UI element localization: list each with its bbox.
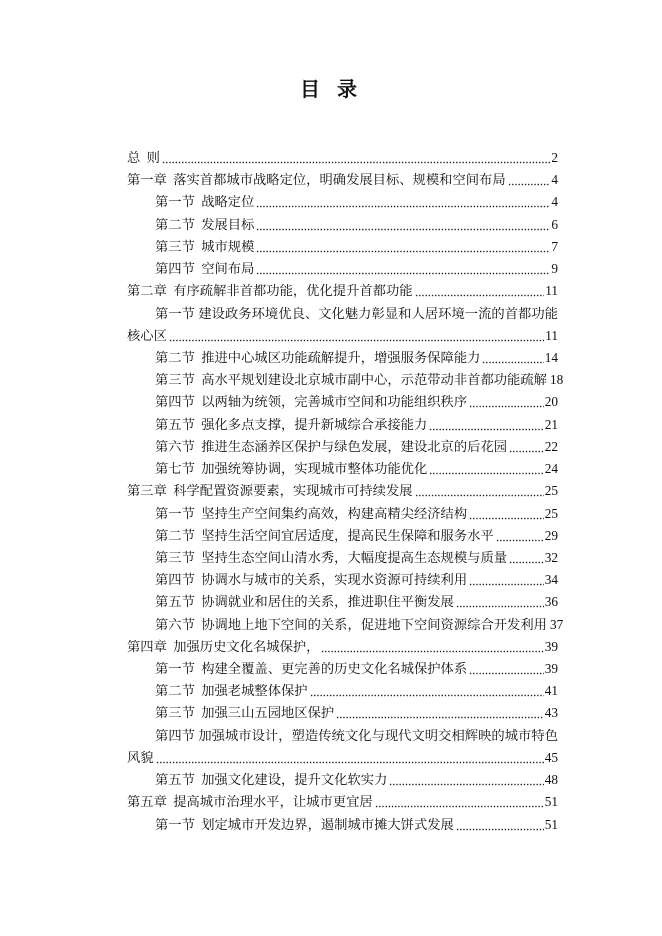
toc-page-number: 51 [544, 794, 558, 810]
toc-section-entry[interactable] [127, 214, 558, 236]
toc-page-number: 32 [544, 549, 558, 565]
toc-page-number: 9 [551, 261, 558, 277]
dot-leader [256, 236, 550, 258]
toc-entry-label: 第四章 加强历史文化名城保护， [127, 638, 320, 654]
dot-leader [169, 325, 544, 347]
toc-page-number: 2 [551, 150, 558, 165]
dot-leader [256, 258, 550, 280]
toc-chapter-entry[interactable] [127, 480, 558, 502]
toc-chapter-entry[interactable] [127, 791, 558, 813]
toc-page-number: 21 [544, 416, 558, 432]
toc-entry-label: 第五章 提高城市治理水平，让城市更宜居 [127, 794, 373, 810]
toc-section-entry[interactable] [127, 769, 558, 791]
toc-section-entry[interactable] [127, 591, 558, 613]
dot-leader [415, 480, 544, 502]
toc-entry-label: 第三章 科学配置资源要素，实现城市可持续发展 [127, 483, 413, 499]
dot-leader [162, 147, 550, 169]
toc-page-number: 51 [544, 816, 558, 832]
toc-page-number: 39 [544, 661, 558, 677]
dot-leader [429, 414, 543, 436]
toc-chapter-entry[interactable] [127, 280, 558, 302]
toc-section-entry[interactable] [127, 369, 564, 391]
toc-general-entry[interactable] [127, 147, 558, 169]
toc-entry-label: 第二节 发展目标 [155, 216, 255, 232]
toc-page-number: 34 [544, 572, 558, 588]
dot-leader [496, 525, 544, 547]
toc-page-number: 22 [544, 438, 558, 454]
toc-page-number: 45 [544, 749, 558, 765]
toc-page-number: 37 [549, 616, 564, 632]
toc-page-number: 25 [544, 505, 558, 521]
toc-entry-label: 第五节 强化多点支撑，提升新城综合承接能力 [155, 416, 428, 432]
toc-entry-label: 第三节 加强三山五园地区保护 [155, 705, 335, 721]
dot-leader [469, 658, 544, 680]
toc-entry-label: 第四节 协调水与城市的关系，实现水资源可持续利用 [155, 572, 468, 588]
toc-entry-label: 第一节 坚持生产空间集约高效，构建高精尖经济结构 [155, 505, 468, 521]
toc-entry-label: 第四节 空间布局 [155, 261, 255, 277]
toc-entry-label: 第二节 加强老城整体保护 [155, 683, 308, 699]
toc-section-entry[interactable] [127, 391, 558, 413]
toc-page-number: 18 [549, 372, 564, 388]
toc-section-entry[interactable] [127, 725, 558, 769]
toc-entry-label: 第一章 落实首都城市战略定位，明确发展目标、规模和空间布局 [127, 172, 506, 188]
toc-page-number: 11 [545, 327, 558, 343]
dot-leader [415, 280, 545, 302]
toc-section-entry[interactable] [127, 569, 558, 591]
toc-page-number: 11 [545, 283, 558, 299]
toc-entry-label: 第二章 有序疏解非首都功能，优化提升首都功能 [127, 283, 413, 299]
toc-entry-label: 第二节 推进中心城区功能疏解提升，增强服务保障能力 [155, 349, 481, 365]
toc-section-entry[interactable] [127, 525, 558, 547]
dot-leader [508, 169, 551, 191]
dot-leader [256, 191, 550, 213]
toc-entry-label: 第七节 加强统筹协调，实现城市整体功能优化 [155, 461, 428, 477]
dot-leader [256, 214, 550, 236]
toc-entry-label: 总 则 [127, 150, 160, 165]
table-of-contents [127, 147, 564, 836]
toc-section-entry[interactable] [127, 347, 558, 369]
toc-entry-first-line [127, 303, 558, 325]
toc-page-number: 29 [544, 527, 558, 543]
toc-page-number: 4 [551, 194, 558, 210]
toc-page-number: 6 [551, 216, 558, 232]
toc-entry-label: 第一节 战略定位 [155, 194, 255, 210]
toc-section-entry[interactable] [127, 680, 558, 702]
toc-entry-label-continued: 风貌 [127, 749, 154, 765]
toc-page-number: 4 [551, 172, 558, 188]
toc-section-entry[interactable] [127, 303, 558, 347]
toc-section-entry[interactable] [127, 458, 558, 480]
toc-page-number: 24 [544, 461, 558, 477]
toc-section-entry[interactable] [127, 814, 558, 836]
toc-page-number: 14 [544, 349, 558, 365]
toc-page-number: 39 [544, 638, 558, 654]
toc-section-entry[interactable] [127, 191, 558, 213]
toc-entry-label: 第六节 推进生态涵养区保护与绿色发展，建设北京的后花园 [155, 438, 508, 454]
toc-entry-label: 第一节 划定城市开发边界，遏制城市摊大饼式发展 [155, 816, 454, 832]
toc-section-entry[interactable] [127, 614, 564, 636]
dot-leader [375, 791, 544, 813]
dot-leader [509, 436, 544, 458]
dot-leader [469, 503, 544, 525]
toc-page-number: 20 [544, 394, 558, 410]
dot-leader [429, 458, 543, 480]
toc-page-number: 48 [544, 772, 558, 788]
toc-entry-label: 第一节 建设政务环境优良、文化魅力彰显和人居环境一流的首都功能 [155, 305, 558, 321]
toc-section-entry[interactable] [127, 702, 558, 724]
toc-entry-label: 第四节 加强城市设计，塑造传统文化与现代文明交相辉映的城市特色 [155, 727, 558, 743]
toc-chapter-entry[interactable] [127, 636, 558, 658]
toc-entry-continued-line [127, 747, 558, 769]
toc-entry-label-continued: 核心区 [127, 327, 167, 343]
toc-entry-label: 第三节 高水平规划建设北京城市副中心，示范带动非首都功能疏解 [155, 372, 547, 388]
dot-leader [456, 591, 544, 613]
toc-title: 目 录 [300, 79, 362, 101]
dot-leader [336, 702, 544, 724]
dot-leader [389, 769, 543, 791]
toc-chapter-entry[interactable] [127, 169, 558, 191]
dot-leader [156, 747, 544, 769]
toc-section-entry[interactable] [127, 658, 558, 680]
dot-leader [482, 347, 543, 369]
dot-leader [456, 814, 544, 836]
toc-entry-label: 第五节 加强文化建设，提升文化软实力 [155, 772, 388, 788]
toc-section-entry[interactable] [127, 436, 558, 458]
toc-entry-label: 第六节 协调地上地下空间的关系，促进地下空间资源综合开发利用 [155, 616, 547, 632]
toc-section-entry[interactable] [127, 547, 558, 569]
toc-section-entry[interactable] [127, 414, 558, 436]
dot-leader [310, 680, 544, 702]
toc-section-entry[interactable] [127, 503, 558, 525]
toc-page-number: 36 [544, 594, 558, 610]
toc-page-number: 7 [551, 238, 558, 254]
dot-leader [321, 636, 543, 658]
dot-leader [469, 391, 544, 413]
toc-section-entry[interactable] [127, 236, 558, 258]
toc-entry-label: 第三节 坚持生态空间山清水秀，大幅度提高生态规模与质量 [155, 549, 508, 565]
dot-leader [469, 569, 544, 591]
toc-entry-continued-line [127, 325, 558, 347]
dot-leader [509, 547, 544, 569]
toc-entry-label: 第四节 以两轴为统领，完善城市空间和功能组织秩序 [155, 394, 468, 410]
toc-page-number: 41 [544, 683, 558, 699]
toc-page-number: 25 [544, 483, 558, 499]
toc-page-number: 43 [544, 705, 558, 721]
toc-entry-label: 第二节 坚持生活空间宜居适度，提高民生保障和服务水平 [155, 527, 494, 543]
toc-section-entry[interactable] [127, 258, 558, 280]
toc-entry-label: 第三节 城市规模 [155, 238, 255, 254]
toc-entry-first-line [127, 725, 558, 747]
toc-entry-label: 第一节 构建全覆盖、更完善的历史文化名城保护体系 [155, 661, 468, 677]
toc-entry-label: 第五节 协调就业和居住的关系，推进职住平衡发展 [155, 594, 454, 610]
